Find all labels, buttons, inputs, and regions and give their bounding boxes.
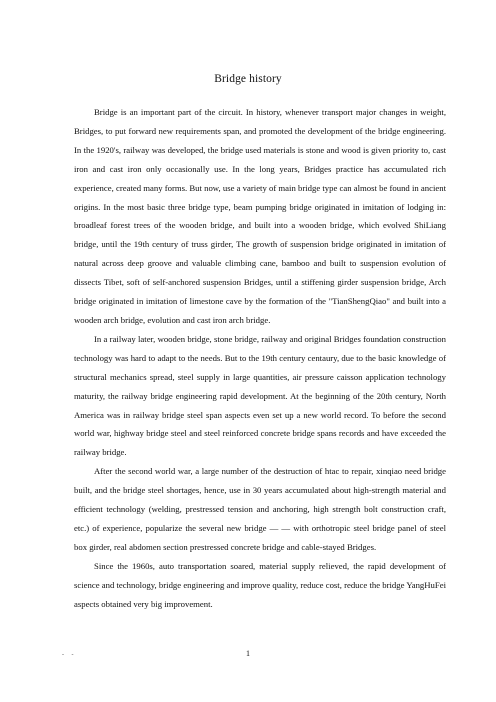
footer-mark: - - bbox=[62, 652, 77, 658]
paragraph-4: Since the 1960s, auto transportation soared, material supply relieved, the rapid development of science and technology, bridge engineering and improve quality, reduce cost, reduce the bridge YangHuFei aspects obtained very big improvement. bbox=[74, 560, 446, 609]
paragraph-1: Bridge is an important part of the circuit. In history, whenever transport major changes in weight, Bridges, to put forward new requirements span, and promoted the development of the bridge engineering. In the 1920's, railway was developed, the bridge used materials is stone and wood is given priority to, cast iron and cast iron only occasionally use. In the long years, Bridges practice has accumulated rich experience, created many forms. But now, use a variety of main bridge type can almost be found in ancient origins. In the most basic three bridge type, beam pumping bridge originated in imitation of lodging in: broadleaf forest trees of the wooden bridge, and built into a wooden bridge, which evolved ShiLiang bridge, until the 19th century of truss girder, The growth of suspension bridge originated in imitation of natural across deep groove and valuable climbing cane, bamboo and built to suspension evolution of dissects Tibet, soft of self-anchored suspension Bridges, until a stiffening girder suspension bridge, Arch bridge originated in imitation of limestone cave by the formation of the "TianShengQiao" and built into a wooden arch bridge, evolution and cast iron arch bridge. bbox=[74, 107, 446, 325]
document-title: Bridge history bbox=[214, 73, 282, 85]
page-number: 1 bbox=[246, 649, 250, 658]
paragraph-3: After the second world war, a large number of the destruction of htac to repair, xinqiao need bridge built, and the bridge steel shortages, hence, use in 30 years accumulated about high-strength material and efficient technology (welding, prestressed tension and anchoring, high strength bolt construction craft, etc.) of experience, popularize the several new bridge — — with orthotropic steel bridge panel of steel box girder, real abdomen section prestressed concrete bridge and cable-stayed Bridges. bbox=[74, 466, 446, 552]
paragraph-2: In a railway later, wooden bridge, stone bridge, railway and original Bridges foundation construction technology was hard to adapt to the needs. But to the 19th century centaury, due to the basic knowledge of structural mechanics spread, steel supply in large quantities, air pressure caisson application technology maturity, the railway bridge engineering rapid development. At the beginning of the 20th century, North America was in railway bridge steel span aspects even set up a new world record. To before the second world war, highway bridge steel and steel reinforced concrete bridge spans records and have exceeded the railway bridge. bbox=[74, 333, 446, 458]
document-body bbox=[74, 103, 446, 613]
